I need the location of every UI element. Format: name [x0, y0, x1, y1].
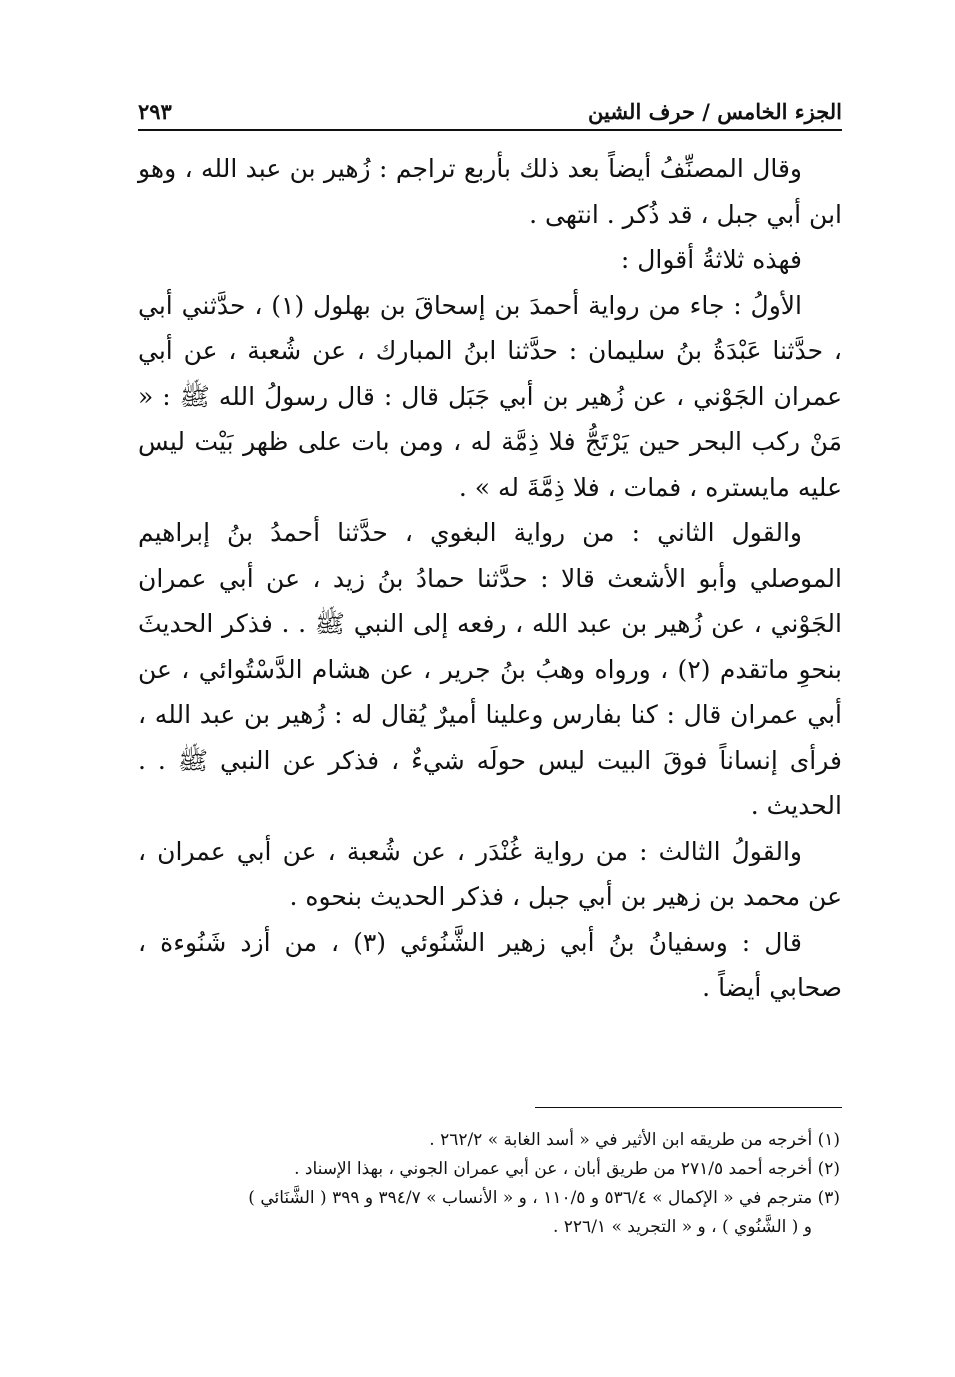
paragraph: فهذه ثلاثةُ أقوال :	[620, 245, 802, 274]
footnote-separator	[535, 1107, 842, 1108]
paragraph: والقولُ الثالث : من رواية غُنْدَر ، عن شُعبة ، عن أبي عمران ، عن محمد بن زهير بن أبي جبل ، فذكر الحديث بنحوه .	[138, 836, 842, 911]
page-number: ٢٩٣	[138, 99, 172, 124]
paragraph: والقول الثاني : من رواية البغوي ، حدَّثنا أحمدُ بنُ إبراهيم الموصلي وأبو الأشعث قالا : حدَّثنا حمادُ بنُ زيد ، عن أبي عمران الجَوْني ، عن زُهير بن عبد الله ، رفعه إلى النبي ﷺ . . فذكر الحديثَ بنحوِ ماتقدم (٢) ، ورواه وهبُ بنُ جرير ، عن هشام الدَّسْتُوائي ، عن أبي عمران قال : كنا بفارس وعلينا أميرٌ يُقال له : زُهير بن عبد الله ، فرأى إنساناً فوقَ البيت ليس حولَه شيءٌ ، فذكر عن النبي ﷺ . . الحديث .	[138, 518, 842, 820]
footnote-2: (٢) أخرجه أحمد ٢٧١/٥ من طريق أبان ، عن أبي عمران الجوني ، بهذا الإسناد .	[294, 1159, 840, 1179]
footnote-1: (١) أخرجه من طريقه ابن الأثير في « أسد الغابة » ٢٦٢/٢ .	[429, 1130, 840, 1150]
paragraph: قال : وسفيانُ بنُ أبي زهير الشَّنُوئي (٣) ، من أزد شَنُوءة ، صحابي أيضاً .	[138, 927, 842, 1002]
paragraph: الأولُ : جاء من رواية أحمدَ بن إسحاقَ بن بهلول (١) ، حدَّثني أبي ، حدَّثنا عَبْدَةُ بنُ سليمان : حدَّثنا ابنُ المبارك ، عن شُعبة ، عن أبي عمران الجَوْني ، عن زُهير بن أبي جَبَل قال : قال رسولُ الله ﷺ : « مَنْ ركب البحر حين يَرْتَجُّ فلا ذِمَّة له ، ومن بات على ظهر بَيْت ليس عليه مايستره ، فمات ، فلا ذِمَّةَ له » .	[138, 290, 842, 502]
footnote-3-continuation: و ( الشَّنُوي ) ، و « التجريد » ٢٢٦/١ .	[552, 1217, 812, 1237]
running-header	[138, 84, 842, 124]
paragraph: وقال المصنِّفُ أيضاً بعد ذلك بأربع تراجم : زُهير بن عبد الله ، وهو ابن أبي جبل ، قد ذُكر . انتهى .	[138, 154, 842, 229]
main-text	[138, 146, 842, 1011]
header-title: الجزء الخامس / حرف الشين	[588, 99, 842, 124]
header-rule	[138, 129, 842, 131]
footnotes	[138, 1126, 842, 1242]
footnote-3: (٣) مترجم في « الإكمال » ٥٣٦/٤ و ١١٠/٥ ، و « الأنساب » ٣٩٤/٧ و ٣٩٩ ( الشَّنَائي )	[248, 1188, 840, 1208]
